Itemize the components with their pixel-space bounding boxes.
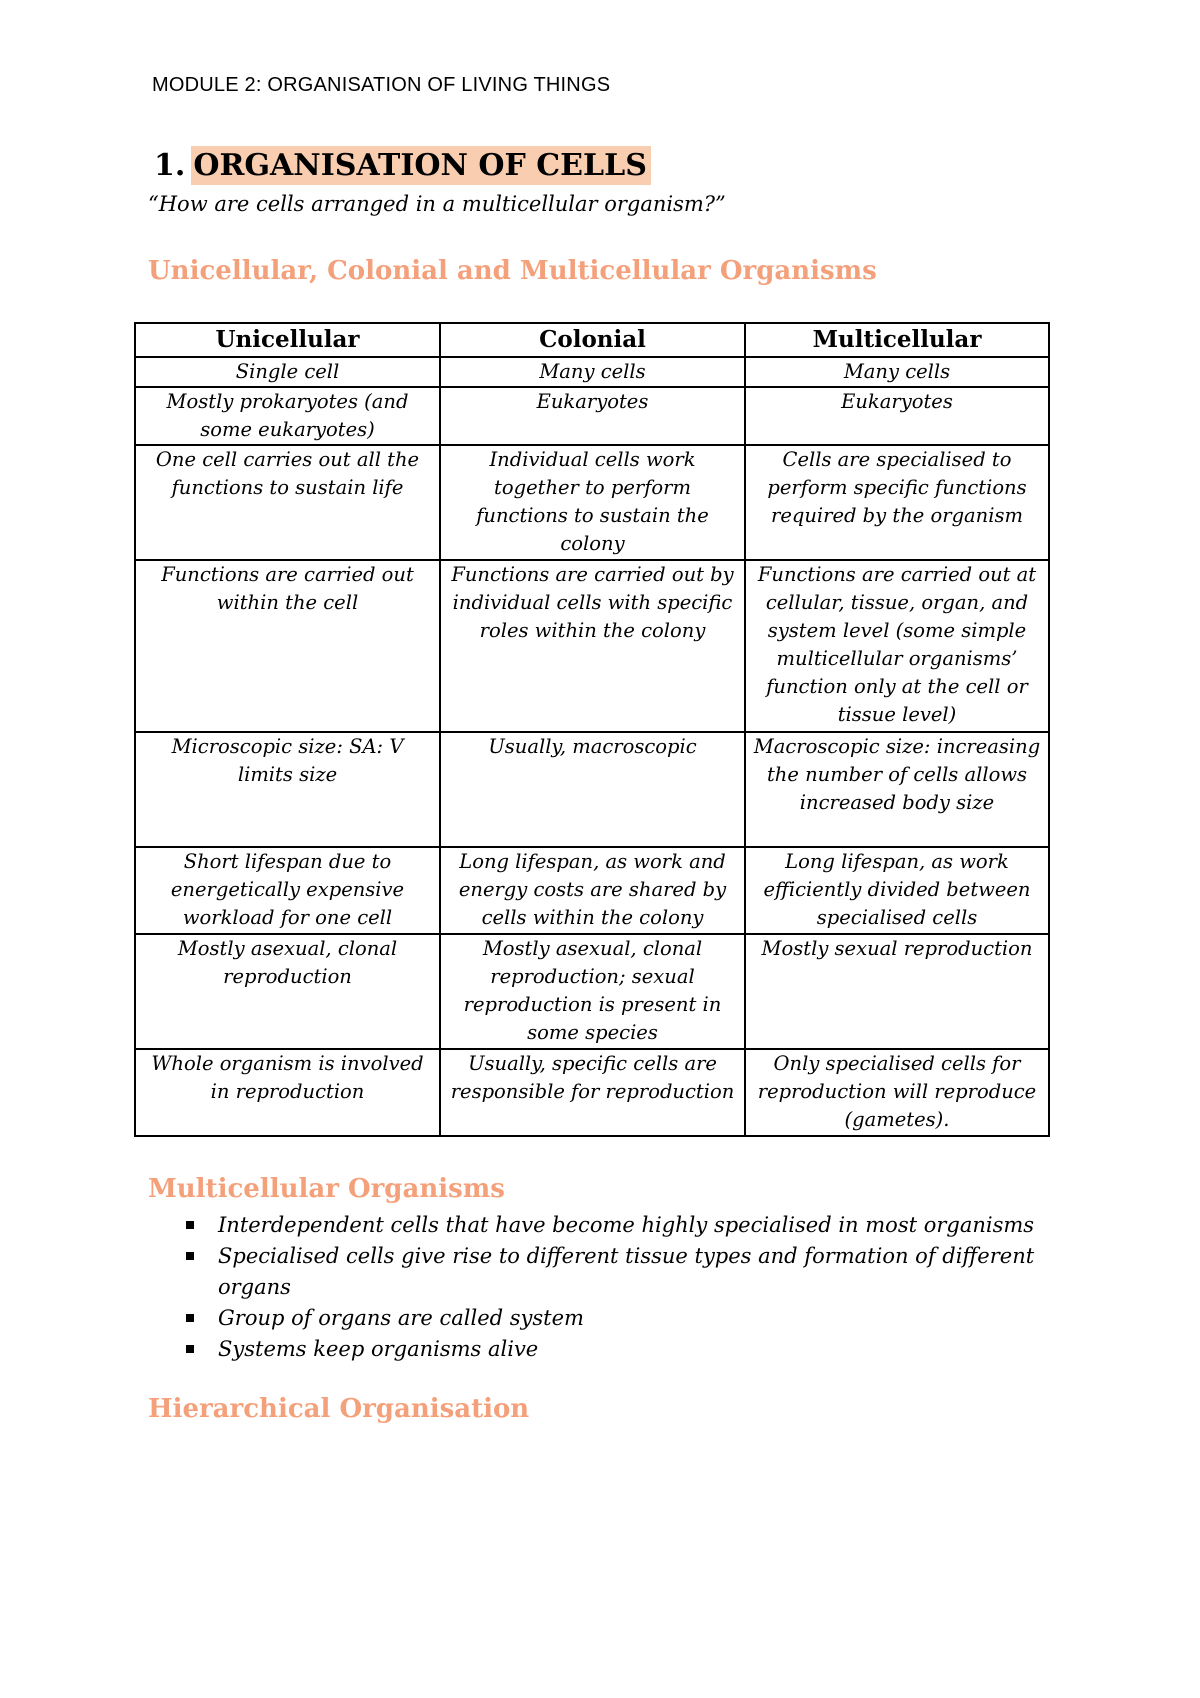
guiding-question: “How are cells arranged in a multicellular organism?”: [148, 192, 726, 216]
section-title: [154, 146, 651, 185]
table-row: [135, 934, 1049, 1049]
table-cell: Eukaryotes: [440, 387, 745, 445]
column-header-colonial: Colonial: [440, 323, 745, 357]
table-cell: Only specialised cells for reproduction will reproduce (gametes).: [745, 1049, 1049, 1136]
list-item-text: Systems keep organisms alive: [218, 1337, 539, 1361]
table-cell: One cell carries out all the functions to sustain life: [135, 445, 440, 560]
subheading-comparison: Unicellular, Colonial and Multicellular Organisms: [148, 256, 877, 286]
column-header-unicellular: Unicellular: [135, 323, 440, 357]
table-row: [135, 387, 1049, 445]
list-item: [186, 1241, 1066, 1303]
column-header-multicellular: Multicellular: [745, 323, 1049, 357]
table-cell: Individual cells work together to perform functions to sustain the colony: [440, 445, 745, 560]
table-row: [135, 847, 1049, 934]
list-item-text: Interdependent cells that have become highly specialised in most organisms: [218, 1213, 1035, 1237]
table-cell: Functions are carried out within the cell: [135, 560, 440, 732]
square-bullet-icon: [186, 1221, 194, 1229]
table-cell: Usually, macroscopic: [440, 732, 745, 847]
square-bullet-icon: [186, 1345, 194, 1353]
table-cell: Mostly sexual reproduction: [745, 934, 1049, 1049]
table-cell: Usually, specific cells are responsible for reproduction: [440, 1049, 745, 1136]
subheading-multicellular: Multicellular Organisms: [148, 1174, 505, 1204]
table-cell: Single cell: [135, 357, 440, 387]
square-bullet-icon: [186, 1252, 194, 1260]
table-header-row: [135, 323, 1049, 357]
table-cell: Long lifespan, as work efficiently divided between specialised cells: [745, 847, 1049, 934]
table-cell: Whole organism is involved in reproduction: [135, 1049, 440, 1136]
list-item-text: Specialised cells give rise to different tissue types and formation of different organs: [218, 1244, 1035, 1299]
table-row: [135, 357, 1049, 387]
list-item: [186, 1303, 1066, 1334]
table-cell: Mostly asexual, clonal reproduction; sexual reproduction is present in some species: [440, 934, 745, 1049]
table-cell: Many cells: [745, 357, 1049, 387]
table-cell: Short lifespan due to energetically expensive workload for one cell: [135, 847, 440, 934]
list-item: [186, 1334, 1066, 1365]
table-row: [135, 445, 1049, 560]
square-bullet-icon: [186, 1314, 194, 1322]
table-cell: Microscopic size: SA: V limits size: [135, 732, 440, 847]
table-cell: Functions are carried out at cellular, tissue, organ, and system level (some simple multicellular organisms’ function only at the cell or tissue level): [745, 560, 1049, 732]
table-cell: Cells are specialised to perform specific functions required by the organism: [745, 445, 1049, 560]
list-item-text: Group of organs are called system: [218, 1306, 584, 1330]
comparison-table: [134, 322, 1050, 1137]
section-title-text: ORGANISATION OF CELLS: [191, 146, 651, 185]
table-cell: Functions are carried out by individual cells with specific roles within the colony: [440, 560, 745, 732]
module-header: MODULE 2: ORGANISATION OF LIVING THINGS: [152, 74, 611, 96]
table-cell: Mostly prokaryotes (and some eukaryotes): [135, 387, 440, 445]
table-cell: Mostly asexual, clonal reproduction: [135, 934, 440, 1049]
table-row: [135, 560, 1049, 732]
list-item: [186, 1210, 1066, 1241]
table-cell: Many cells: [440, 357, 745, 387]
table-cell: Eukaryotes: [745, 387, 1049, 445]
table-cell: Macroscopic size: increasing the number of cells allows increased body size: [745, 732, 1049, 847]
multicellular-bullet-list: [186, 1210, 1066, 1365]
table-row: [135, 1049, 1049, 1136]
section-number: 1.: [154, 148, 186, 183]
table-cell: Long lifespan, as work and energy costs are shared by cells within the colony: [440, 847, 745, 934]
subheading-hierarchical: Hierarchical Organisation: [148, 1394, 530, 1424]
table-row: [135, 732, 1049, 847]
